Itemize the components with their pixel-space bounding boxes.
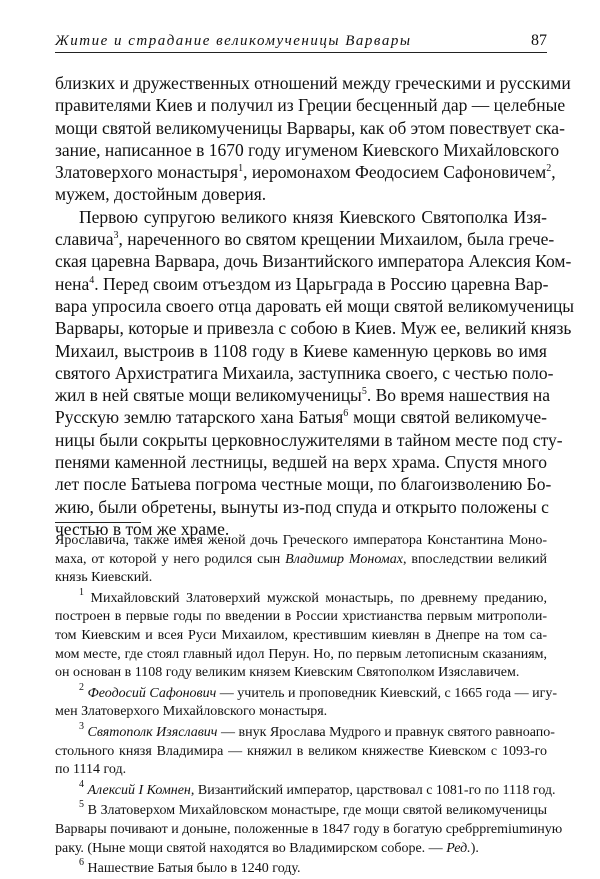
text-fragment: . Во время нашествия на bbox=[366, 385, 551, 406]
page-header bbox=[55, 30, 547, 53]
footnote-1 bbox=[55, 586, 547, 683]
footnote-line: Варвары почивают и доныне, положенные в 1847 году в богатую сребрpremiumиную bbox=[55, 821, 563, 837]
text-fragment: раку. (Ныне мощи святой находятся во Владимирском соборе. — bbox=[55, 840, 447, 856]
text-line: пенями каменной лестницы, ведшей на верх храма. Спустя много bbox=[55, 452, 547, 473]
footnote-2 bbox=[55, 681, 557, 722]
text-fragment: Феодосий Сафонович bbox=[87, 685, 217, 701]
footnote-6 bbox=[55, 857, 547, 879]
text-fragment: жил в ней святые мощи великомученицы bbox=[55, 385, 362, 406]
text-fragment: , нареченного во святом крещении Михаилом, была грече- bbox=[118, 229, 555, 250]
footnote-separator bbox=[55, 522, 141, 523]
footnote-3 bbox=[55, 720, 555, 780]
footnote-number: 2 bbox=[79, 681, 84, 693]
text-fragment: , впоследствии великий bbox=[402, 551, 547, 567]
text-fragment: Михайловский Златоверхий мужской монастырь, по древнему преданию, bbox=[84, 590, 547, 606]
text-fragment: Ред. bbox=[446, 840, 471, 856]
footnote-line: по 1114 год. bbox=[55, 762, 127, 778]
text-fragment: Алексий I Комнен bbox=[87, 782, 191, 798]
footnote-number: 4 bbox=[79, 778, 84, 790]
text-line bbox=[55, 161, 556, 183]
text-line: честью в том же храме. bbox=[55, 518, 230, 539]
text-fragment: Нашествие Батыя было в 1240 году. bbox=[84, 861, 301, 877]
text-line: Варвары, которые и привезла с собою в Киев. Муж ее, великий князь bbox=[55, 318, 572, 339]
footnote-ref-1[interactable]: 1 bbox=[238, 163, 244, 175]
footnote-continuation bbox=[55, 532, 547, 588]
text-fragment: маха, от которой у него родился сын bbox=[55, 551, 286, 567]
text-fragment: Святополк Изяславич bbox=[87, 724, 218, 740]
text-fragment: нена bbox=[55, 273, 90, 294]
text-fragment: , иеромонахом Феодосием Сафоновичем bbox=[243, 162, 547, 183]
text-fragment: — учитель и проповедник Киевский, с 1665 года — игу- bbox=[216, 685, 557, 701]
footnote-ref-2[interactable]: 2 bbox=[546, 163, 552, 175]
footnote-line bbox=[55, 840, 547, 859]
text-line: ская царевна Варвара, дочь Византийского императора Алексия Ком- bbox=[55, 251, 572, 272]
text-line: Михаил, выстроив в 1108 году в Киеве каменную церковь во имя bbox=[55, 340, 547, 361]
footnote-line bbox=[55, 551, 547, 570]
footnote-number: 1 bbox=[79, 586, 84, 598]
text-fragment: . Перед своим отъездом из Царьграда в Россию царевна Вар- bbox=[94, 273, 549, 294]
text-fragment: , bbox=[551, 162, 556, 183]
text-line: вара упросила своего отца даровать ей мощи святой великомученицы bbox=[55, 295, 575, 316]
footnote-ref-6[interactable]: 6 bbox=[343, 408, 349, 420]
text-fragment: Русскую землю татарского хана Батыя bbox=[55, 407, 344, 428]
footnote-line: построен в первые годы по введении в России христианства первым митрополи- bbox=[55, 609, 547, 625]
text-line bbox=[55, 384, 551, 406]
paragraph-2 bbox=[55, 206, 575, 540]
main-text bbox=[55, 72, 575, 540]
footnote-number: 6 bbox=[79, 857, 84, 869]
text-fragment: В Златоверхом Михайловском монастыре, где мощи святой великомученицы bbox=[84, 803, 547, 819]
text-line: святого Архистратига Михаила, заступника своего, с честью поло- bbox=[55, 362, 554, 383]
footnote-5 bbox=[55, 799, 563, 858]
footnote-line bbox=[55, 586, 547, 609]
footnote-line bbox=[55, 857, 547, 879]
paragraph-1 bbox=[55, 72, 571, 206]
footnote-line bbox=[55, 799, 547, 821]
footnote-line bbox=[55, 778, 556, 801]
footnote-ref-3[interactable]: 3 bbox=[113, 230, 119, 242]
text-line: мужем, достойным доверия. bbox=[55, 184, 267, 205]
text-line: мощи святой великомученицы Варвары, как об этом повествует ска- bbox=[55, 117, 565, 138]
text-fragment: мощи святой великомуче- bbox=[348, 407, 548, 428]
text-fragment: — внук Ярослава Мудрого и правнук святого равноапо- bbox=[217, 724, 555, 740]
text-line: лет после Батыева погрома честные мощи, по благоизволению Бо- bbox=[55, 474, 552, 495]
footnote-line: Ярославича, также имея женой дочь Греческого императора Константина Моно- bbox=[55, 533, 547, 548]
footnote-4 bbox=[55, 778, 556, 801]
text-line: близких и дружественных отношений между греческими и русскими bbox=[55, 73, 571, 93]
text-line: правителями Киев и получил из Греции бесценный дар — целебные bbox=[55, 95, 566, 116]
footnote-line: стольного князя Владимира — княжил в великом княжестве Киевском с 1093-го bbox=[55, 743, 547, 759]
footnotes bbox=[55, 532, 563, 879]
text-fragment: ). bbox=[470, 840, 479, 856]
text-line: зание, написанное в 1670 году игуменом Киевского Михайловского bbox=[55, 139, 560, 160]
footnote-line bbox=[55, 681, 557, 704]
footnote-number: 3 bbox=[79, 720, 84, 732]
text-fragment: Златоверхого монастыря bbox=[55, 162, 239, 183]
text-line: ницы были сокрыты церковнослужителями в тайном месте под сту- bbox=[55, 429, 563, 450]
footnote-ref-5[interactable]: 5 bbox=[361, 386, 367, 398]
footnote-line bbox=[55, 720, 555, 743]
running-title: Житие и страдание великомученицы Варвары bbox=[55, 33, 412, 49]
footnote-line: он основан в 1108 году великим князем Киевским Святополком Изяславичем. bbox=[55, 665, 520, 681]
text-line bbox=[55, 228, 555, 250]
text-line: жию, были обретены, вынуты из-под спуда и открыто положены с bbox=[55, 496, 549, 517]
text-fragment: славича bbox=[55, 229, 114, 250]
text-fragment: , Византийский император, царствовал с 1081-го по 1118 год. bbox=[190, 782, 556, 798]
text-line bbox=[55, 406, 547, 428]
footnote-ref-4[interactable]: 4 bbox=[89, 274, 95, 286]
page-number: 87 bbox=[531, 32, 547, 49]
footnote-number: 5 bbox=[79, 799, 84, 811]
text-line: Первою супругою великого князя Киевского Святополка Изя- bbox=[79, 206, 547, 227]
text-line bbox=[55, 273, 547, 295]
footnote-line: мом месте, где стоял главный идол Перун. Но, по первым летописным сказаниям, bbox=[55, 646, 547, 662]
footnote-line: том Киевским и всея Руси Михаилом, крестившим киевлян в Днепре на том са- bbox=[55, 627, 547, 643]
footnote-line: князь Киевский. bbox=[55, 570, 153, 586]
text-fragment: Владимир Мономах bbox=[285, 551, 403, 567]
footnote-line: мен Златоверхого Михайловского монастыря. bbox=[55, 704, 328, 720]
